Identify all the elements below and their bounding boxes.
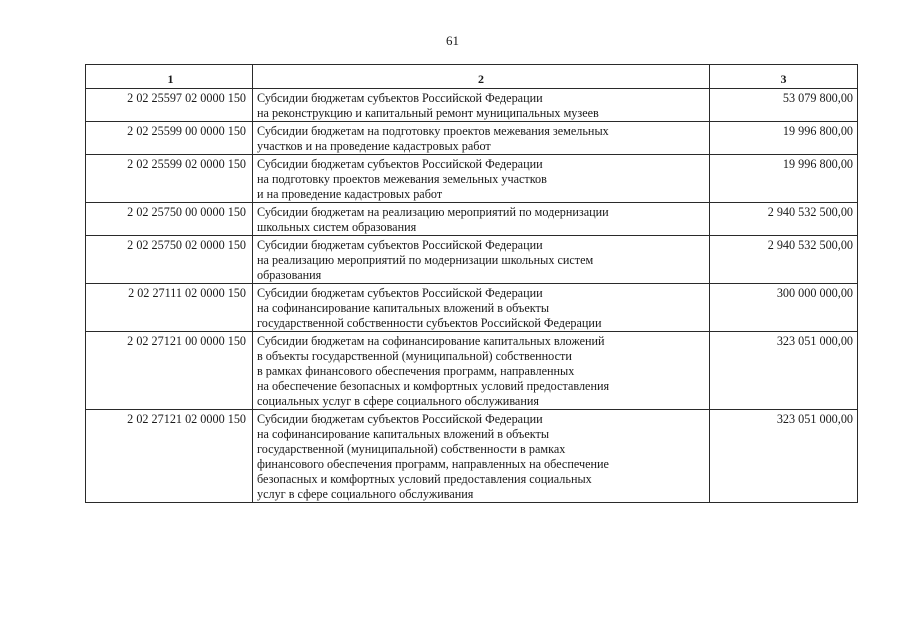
row-code: 2 02 27121 00 0000 150 — [86, 332, 253, 410]
row-description: Субсидии бюджетам субъектов Российской Федерации на реконструкцию и капитальный ремонт муниципальных музеев — [253, 89, 710, 122]
row-code: 2 02 25599 00 0000 150 — [86, 122, 253, 155]
table-row — [86, 203, 858, 236]
row-amount: 19 996 800,00 — [710, 122, 858, 155]
row-code: 2 02 27111 02 0000 150 — [86, 284, 253, 332]
table-row — [86, 89, 858, 122]
table-row — [86, 332, 858, 410]
table-row — [86, 284, 858, 332]
header-row — [86, 65, 858, 89]
table-row — [86, 236, 858, 284]
row-amount: 323 051 000,00 — [710, 410, 858, 503]
table-header — [86, 65, 858, 89]
row-description: Субсидии бюджетам субъектов Российской Федерации на реализацию мероприятий по модернизации школьных систем образования — [253, 236, 710, 284]
table-row — [86, 410, 858, 503]
row-amount: 2 940 532 500,00 — [710, 203, 858, 236]
table-row — [86, 155, 858, 203]
row-amount: 19 996 800,00 — [710, 155, 858, 203]
row-description: Субсидии бюджетам на реализацию мероприятий по модернизации школьных систем образования — [253, 203, 710, 236]
row-code: 2 02 27121 02 0000 150 — [86, 410, 253, 503]
row-amount: 323 051 000,00 — [710, 332, 858, 410]
row-amount: 53 079 800,00 — [710, 89, 858, 122]
row-code: 2 02 25750 02 0000 150 — [86, 236, 253, 284]
row-description: Субсидии бюджетам на подготовку проектов межевания земельных участков и на проведение кадастровых работ — [253, 122, 710, 155]
row-code: 2 02 25750 00 0000 150 — [86, 203, 253, 236]
row-description: Субсидии бюджетам субъектов Российской Федерации на софинансирование капитальных вложений в объекты государственной (муниципальной) собственности в рамках финансового обеспечения программ, направленных на обеспечение безопасных и комфортных условий предоставления социальных услуг в сфере социального обслуживания — [253, 410, 710, 503]
page-number: 61 — [446, 33, 459, 48]
row-amount: 300 000 000,00 — [710, 284, 858, 332]
row-description: Субсидии бюджетам субъектов Российской Федерации на софинансирование капитальных вложений в объекты государственной собственности субъектов Российской Федерации — [253, 284, 710, 332]
table-body — [86, 89, 858, 503]
budget-table — [85, 64, 858, 503]
row-description: Субсидии бюджетам на софинансирование капитальных вложений в объекты государственной (муниципальной) собственности в рамках финансового обеспечения программ, направленных на обеспечение безопасных и комфортных условий предоставления социальных услуг в сфере социального обслуживания — [253, 332, 710, 410]
row-code: 2 02 25597 02 0000 150 — [86, 89, 253, 122]
row-code: 2 02 25599 02 0000 150 — [86, 155, 253, 203]
row-description: Субсидии бюджетам субъектов Российской Федерации на подготовку проектов межевания земельных участков и на проведение кадастровых работ — [253, 155, 710, 203]
row-amount: 2 940 532 500,00 — [710, 236, 858, 284]
header-col-3: 3 — [710, 65, 858, 89]
header-col-1: 1 — [86, 65, 253, 89]
header-col-2: 2 — [253, 65, 710, 89]
table-row — [86, 122, 858, 155]
